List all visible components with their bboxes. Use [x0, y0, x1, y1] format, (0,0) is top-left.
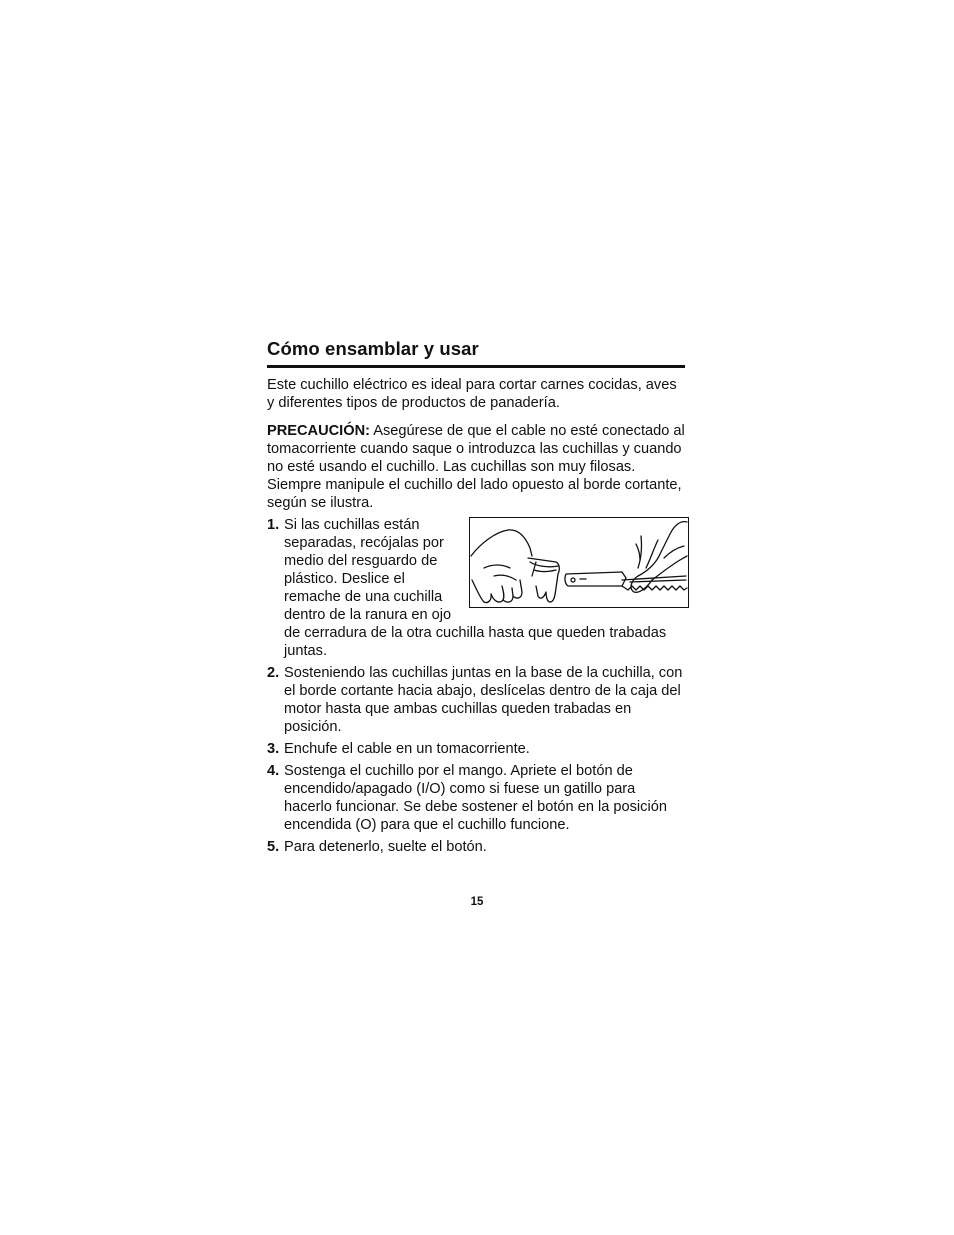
step-text: Sostenga el cuchillo por el mango. Apriete el botón de encendido/apagado (I/O) como si fuese un gatillo para hacerlo funcionar. Se debe sostener el botón en la posición encendida (O) para que el cuchillo funcione.: [284, 763, 667, 833]
step-text: Para detenerlo, suelte el botón.: [284, 839, 487, 855]
step-text: Sosteniendo las cuchillas juntas en la base de la cuchilla, con el borde cortante hacia abajo, deslícelas dentro de la caja del motor hasta que ambas cuchillas queden trabadas en posición.: [284, 665, 683, 735]
step-text: Si las cuchillas están separadas, recójalas por medio del resguardo de plástico. Deslice el remache de una cuchilla dentro de la ranura en ojo de cerradura de la otra cuchilla hasta que queden trabadas juntas.: [284, 517, 667, 659]
step-5: [267, 838, 687, 856]
blade-assembly-illustration: [469, 517, 689, 608]
caution-label: PRECAUCIÓN:: [267, 423, 370, 439]
step-number: 5.: [267, 839, 280, 855]
caution-paragraph: [267, 422, 687, 512]
step-number: 4.: [267, 763, 280, 779]
instruction-steps: [267, 516, 687, 856]
hands-assembling-blades-icon: [470, 518, 688, 607]
step-3: [267, 740, 687, 758]
caution-text: Asegúrese de que el cable no esté conectado al tomacorriente cuando saque o introduzca las cuchillas y cuando no esté usando el cuchillo. Las cuchillas son muy filosas. Siempre manipule el cuchillo del lado opuesto al borde cortante, según se ilustra.: [267, 423, 685, 511]
page-number: 15: [470, 896, 484, 908]
intro-paragraph: Este cuchillo eléctrico es ideal para cortar carnes cocidas, aves y diferentes tipos de productos de panadería.: [267, 377, 677, 411]
manual-section: [267, 338, 687, 860]
step-number: 2.: [267, 665, 280, 681]
section-title: Cómo ensamblar y usar: [267, 338, 479, 359]
step-number: 1.: [267, 517, 280, 533]
step-text: Enchufe el cable en un tomacorriente.: [284, 741, 530, 757]
title-underline: [267, 365, 685, 368]
step-2: [267, 664, 687, 736]
step-1: [267, 516, 687, 660]
step-4: [267, 762, 687, 834]
step-number: 3.: [267, 741, 280, 757]
